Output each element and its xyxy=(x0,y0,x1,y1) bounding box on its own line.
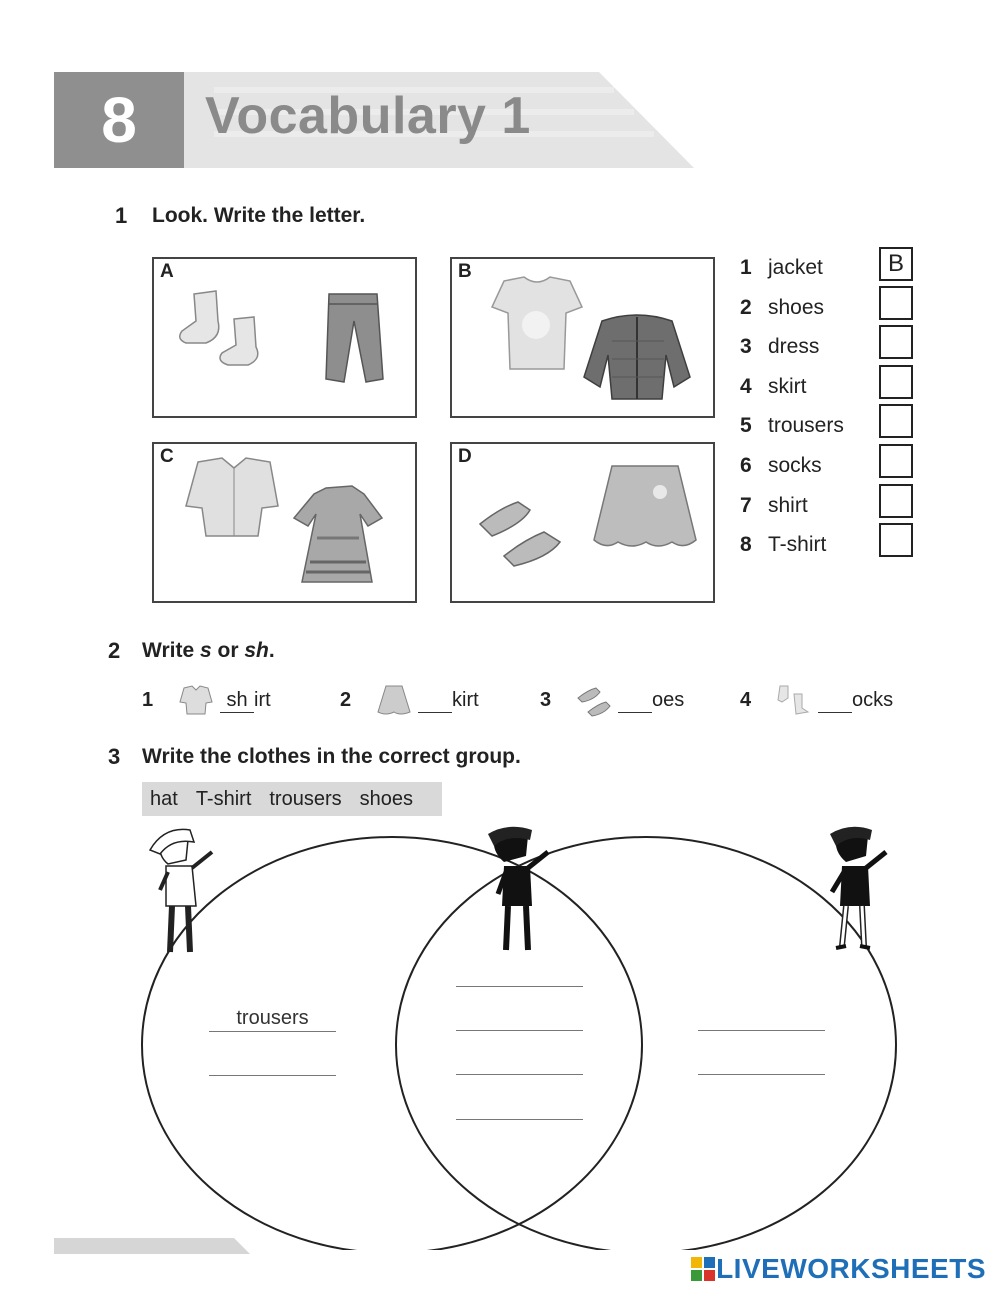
picture-box-b xyxy=(450,257,715,418)
answer-blank-4[interactable] xyxy=(818,688,852,713)
word-number: 6 xyxy=(740,454,752,477)
shoes-icon xyxy=(480,502,560,566)
socks-icon xyxy=(774,682,814,718)
word-label: socks xyxy=(768,454,822,477)
word-label: dress xyxy=(768,335,820,358)
liveworksheets-logo xyxy=(690,1253,986,1285)
left-answer-line[interactable] xyxy=(209,1049,336,1076)
word-item-6 xyxy=(740,447,822,485)
picture-letter-c: C xyxy=(160,446,174,467)
word-item-8 xyxy=(740,526,826,564)
picture-letter-b: B xyxy=(458,261,472,282)
exercise-1-number: 1 xyxy=(115,203,128,228)
exercise-1-title: Look. Write the letter. xyxy=(152,204,366,227)
word-item-3 xyxy=(740,328,819,366)
word-label: jacket xyxy=(768,256,823,279)
word-number: 8 xyxy=(740,533,752,556)
answer-box-1[interactable]: B xyxy=(879,247,913,281)
boy-figure-right-icon xyxy=(830,827,886,948)
word-number: 3 xyxy=(740,335,752,358)
word-ending: kirt xyxy=(452,688,479,711)
left-ellipse xyxy=(142,837,642,1250)
page-title: Vocabulary 1 xyxy=(205,87,531,145)
shirt-icon xyxy=(176,682,216,718)
shoes-icon xyxy=(574,682,614,718)
exercise-2-item-3 xyxy=(540,684,684,716)
item-number: 1 xyxy=(142,688,154,711)
exercise-2-item-4 xyxy=(740,684,893,716)
word-item-1 xyxy=(740,249,823,287)
item-number: 4 xyxy=(740,688,752,711)
word-ending: irt xyxy=(254,688,271,711)
answer-blank-3[interactable] xyxy=(618,688,652,713)
skirt-icon xyxy=(374,682,414,718)
word-item-5 xyxy=(740,407,844,445)
word-item-7 xyxy=(740,487,808,525)
answer-box-5[interactable] xyxy=(879,404,913,438)
word-bank-item: shoes xyxy=(359,787,413,810)
word-number: 5 xyxy=(740,414,752,437)
answer-box-4[interactable] xyxy=(879,365,913,399)
logo-text: LIVEWORKSHEETS xyxy=(716,1253,986,1284)
answer-blank-2[interactable] xyxy=(418,688,452,713)
jacket-icon xyxy=(584,315,690,399)
picture-box-a xyxy=(152,257,417,418)
word-bank-item: hat xyxy=(150,787,178,810)
unit-number: 8 xyxy=(101,84,137,156)
word-number: 7 xyxy=(740,494,752,517)
liveworksheets-logo-icon xyxy=(690,1256,716,1282)
t-shirt-icon xyxy=(492,277,582,369)
answer-box-8[interactable] xyxy=(879,523,913,557)
word-number: 1 xyxy=(740,256,752,279)
middle-answer-line[interactable] xyxy=(456,1093,583,1120)
word-bank-item: T-shirt xyxy=(195,787,252,810)
item-number: 3 xyxy=(540,688,552,711)
exercise-3-title: Write the clothes in the correct group. xyxy=(142,745,521,768)
exercise-3-number: 3 xyxy=(108,744,121,769)
middle-answer-line[interactable] xyxy=(456,960,583,987)
word-label: T-shirt xyxy=(768,533,827,556)
answer-box-6[interactable] xyxy=(879,444,913,478)
middle-answer-line[interactable] xyxy=(456,1048,583,1075)
item-number: 2 xyxy=(340,688,352,711)
shirt-icon xyxy=(186,458,278,536)
boy-figure-middle-icon xyxy=(488,827,548,950)
middle-answer-line[interactable] xyxy=(456,1004,583,1031)
exercise-2-item-2 xyxy=(340,684,479,716)
word-bank-item: trousers xyxy=(269,787,342,810)
right-answer-line[interactable] xyxy=(698,1004,825,1031)
answer-box-3[interactable] xyxy=(879,325,913,359)
left-answer-line[interactable]: trousers xyxy=(209,1005,336,1032)
word-number: 4 xyxy=(740,375,752,398)
answer-box-2[interactable] xyxy=(879,286,913,320)
answer-box-7[interactable] xyxy=(879,484,913,518)
dress-icon xyxy=(294,486,382,582)
picture-box-c xyxy=(152,442,417,603)
right-answer-line[interactable] xyxy=(698,1048,825,1075)
answer-blank-1[interactable]: sh xyxy=(220,688,254,713)
word-bank xyxy=(142,782,442,816)
right-ellipse xyxy=(396,837,896,1250)
word-number: 2 xyxy=(740,296,752,319)
exercise-2-title: Write s or sh. xyxy=(142,639,275,662)
word-item-4 xyxy=(740,368,807,406)
word-label: shirt xyxy=(768,494,808,517)
picture-box-d xyxy=(450,442,715,603)
socks-icon xyxy=(180,291,258,365)
word-ending: ocks xyxy=(852,688,894,711)
word-label: trousers xyxy=(768,414,844,437)
word-ending: oes xyxy=(652,688,685,711)
picture-letter-d: D xyxy=(458,446,472,467)
trousers-icon xyxy=(326,294,383,382)
venn-diagram xyxy=(0,820,1000,1250)
footer-page-tab xyxy=(54,1238,254,1254)
exercise-2-item-1 xyxy=(142,684,271,716)
picture-letter-a: A xyxy=(160,261,174,282)
word-item-2 xyxy=(740,289,824,327)
word-label: skirt xyxy=(768,375,807,398)
skirt-icon xyxy=(594,466,696,546)
exercise-2-number: 2 xyxy=(108,638,121,663)
word-label: shoes xyxy=(768,296,825,319)
